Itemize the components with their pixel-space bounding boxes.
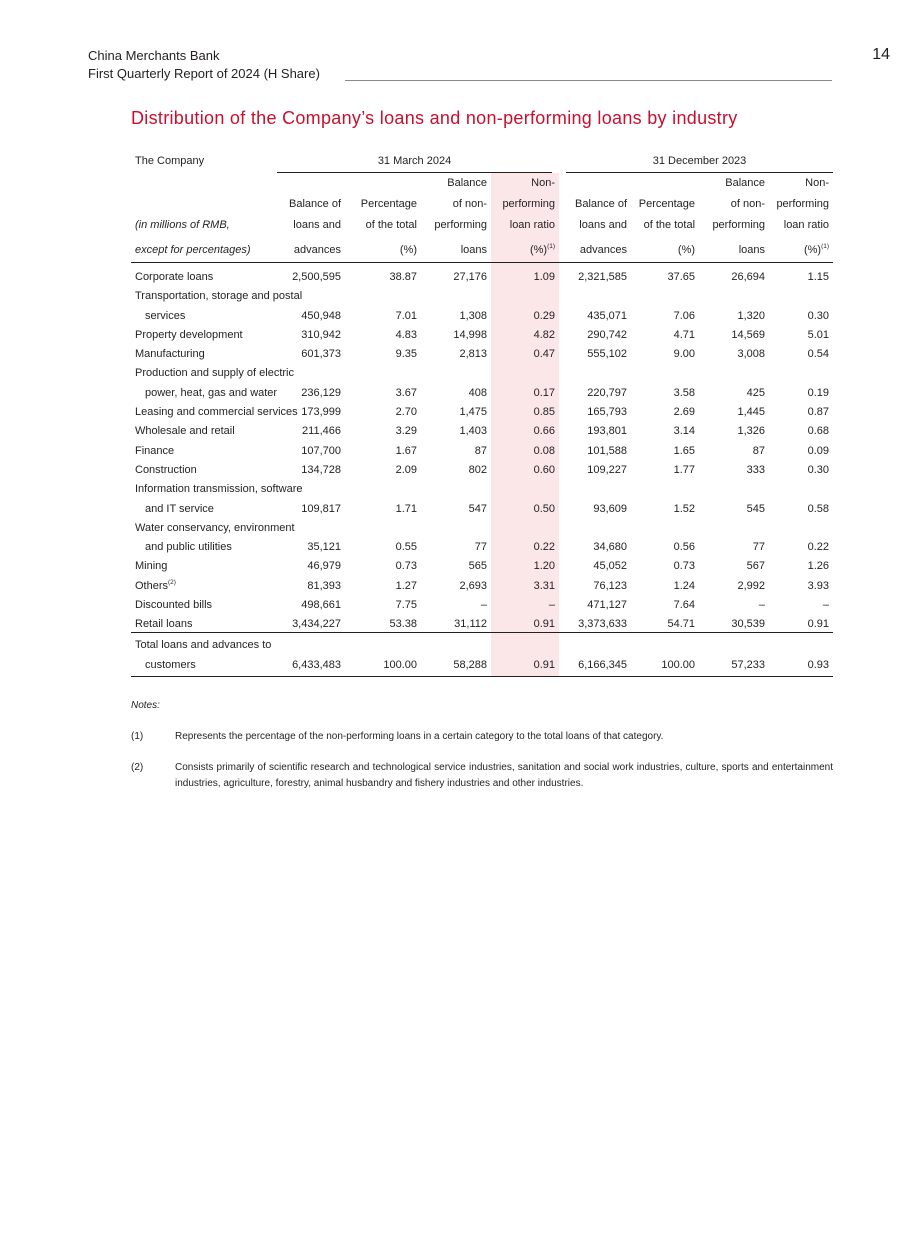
table-cell: 0.91 xyxy=(769,613,833,633)
empty-cell xyxy=(631,633,699,654)
table-cell: 1.27 xyxy=(395,579,417,592)
empty-cell xyxy=(491,362,559,381)
column-heading xyxy=(421,236,491,263)
table-cell: 547 xyxy=(468,502,487,515)
footnote-ref: (1) xyxy=(547,243,556,250)
column-heading-text: of the total xyxy=(643,219,696,231)
column-heading-text: advances xyxy=(293,244,341,256)
note-2 xyxy=(131,760,833,792)
column-heading xyxy=(769,194,833,215)
table-cell: 0.56 xyxy=(673,541,696,554)
row-label xyxy=(131,594,277,613)
total-cell: 100.00 xyxy=(345,653,421,677)
column-heading-text: Non- xyxy=(805,177,830,189)
column-heading-text: of non- xyxy=(452,198,487,210)
column-heading xyxy=(491,236,559,263)
table-cell: 1.52 xyxy=(673,502,696,515)
table-cell: 30,539 xyxy=(699,613,769,633)
table-cell: 565 xyxy=(468,560,487,573)
table-cell: 1,475 xyxy=(459,406,487,419)
row-label xyxy=(131,401,298,420)
table-cell: 1.26 xyxy=(807,560,830,573)
table-cell: 0.47 xyxy=(491,343,559,362)
table-cell: 0.09 xyxy=(807,444,830,457)
empty-cell xyxy=(699,285,769,304)
period-prior-heading: 31 December 2023 xyxy=(559,150,833,173)
column-heading xyxy=(769,215,833,236)
table-cell: 333 xyxy=(746,463,766,476)
empty-cell xyxy=(421,478,491,497)
column-heading-text: (%) xyxy=(529,244,548,256)
row-label-text: Mining xyxy=(135,560,168,573)
table-cell: 0.58 xyxy=(807,502,830,515)
column-heading xyxy=(491,173,559,195)
table-cell: 0.55 xyxy=(395,541,417,554)
table-cell: 1.09 xyxy=(491,263,559,286)
column-heading xyxy=(421,173,491,195)
column-heading-text: Percentage xyxy=(638,198,696,210)
column-heading-text: loans xyxy=(460,244,487,256)
empty-cell xyxy=(345,633,421,654)
column-heading xyxy=(631,173,699,195)
table-cell: 34,680 xyxy=(593,541,628,554)
unit-label: (in millions of RMB, xyxy=(135,219,230,231)
empty-cell xyxy=(345,285,421,304)
table-cell: 7.64 xyxy=(673,599,696,612)
table-cell: 46,979 xyxy=(307,560,341,573)
table-cell: 2.70 xyxy=(395,406,417,419)
table-cell: 53.38 xyxy=(345,613,421,633)
column-heading xyxy=(559,236,631,263)
table-cell: 1.20 xyxy=(491,555,559,574)
table-cell: 193,801 xyxy=(587,425,628,438)
row-label: Production and supply of electric xyxy=(135,367,294,380)
column-heading-text: Balance xyxy=(447,177,487,189)
table-cell: 1.15 xyxy=(807,271,830,283)
empty-cell xyxy=(631,517,699,536)
empty-cell xyxy=(491,285,559,304)
column-heading-text: loan ratio xyxy=(783,219,830,231)
column-heading-text: (%) xyxy=(677,244,696,256)
table-cell: 27,176 xyxy=(453,271,487,283)
column-heading xyxy=(631,215,699,236)
table-cell: 1,445 xyxy=(737,406,766,419)
note-1 xyxy=(131,729,833,745)
row-label: Information transmission, software xyxy=(135,483,303,496)
table-cell: 408 xyxy=(468,386,487,399)
table-cell: 0.30 xyxy=(807,309,830,322)
empty-cell xyxy=(345,362,421,381)
table-cell: 0.85 xyxy=(491,401,559,420)
row-label xyxy=(131,613,277,633)
table-cell: 211,466 xyxy=(302,425,341,438)
table-cell: 45,052 xyxy=(593,560,628,573)
table-cell: 0.22 xyxy=(491,536,559,555)
table-cell: 93,609 xyxy=(593,502,628,515)
table-cell: 220,797 xyxy=(587,386,628,399)
total-cell: 0.93 xyxy=(769,653,833,677)
column-heading-text: (%) xyxy=(399,244,417,256)
notes-heading: Notes: xyxy=(131,700,160,711)
row-label: Water conservancy, environment xyxy=(135,521,295,534)
column-heading xyxy=(421,194,491,215)
table-cell: 1.77 xyxy=(673,463,696,476)
table-cell: 0.50 xyxy=(491,497,559,516)
column-heading xyxy=(345,194,421,215)
table-cell: 0.17 xyxy=(491,381,559,400)
loans-table xyxy=(131,150,833,677)
table-cell: 0.08 xyxy=(491,439,559,458)
unit-label xyxy=(131,194,277,215)
column-heading xyxy=(491,194,559,215)
row-label xyxy=(131,304,277,323)
footnote-ref: (1) xyxy=(821,243,830,250)
table-cell: 14,569 xyxy=(731,328,766,341)
table-cell: 38.87 xyxy=(389,271,417,283)
table-cell: 77 xyxy=(752,541,766,554)
unit-label: except for percentages) xyxy=(131,236,277,263)
row-label xyxy=(131,381,277,400)
row-label-text: Leasing and commercial services xyxy=(135,406,298,419)
table-cell: 2,693 xyxy=(459,579,487,592)
empty-cell xyxy=(631,478,699,497)
empty-cell xyxy=(345,478,421,497)
column-heading xyxy=(631,194,699,215)
total-label: customers xyxy=(131,653,277,677)
column-heading xyxy=(769,173,833,195)
empty-cell xyxy=(769,478,833,497)
table-cell: 173,999 xyxy=(301,406,341,419)
column-heading xyxy=(559,194,631,215)
page-number: 14 xyxy=(872,46,890,63)
header-report-name: First Quarterly Report of 2024 (H Share) xyxy=(88,66,320,81)
table-cell: 0.73 xyxy=(395,560,417,573)
empty-cell xyxy=(559,633,631,654)
empty-cell xyxy=(631,362,699,381)
column-heading xyxy=(699,215,769,236)
table-cell: 3,434,227 xyxy=(277,613,345,633)
table-cell: 4.71 xyxy=(673,328,696,341)
column-heading xyxy=(277,236,345,263)
table-cell: 2,992 xyxy=(737,579,766,592)
table-cell: 3.14 xyxy=(673,425,696,438)
table-cell: 37.65 xyxy=(667,271,696,283)
table-cell: 3.31 xyxy=(491,574,559,593)
table-cell: 0.66 xyxy=(491,420,559,439)
table-cell: 107,700 xyxy=(301,444,341,457)
table-cell: 3,373,633 xyxy=(559,613,631,633)
table-cell: 0.30 xyxy=(807,463,830,476)
table-cell: 87 xyxy=(474,444,487,457)
table-cell: 0.87 xyxy=(807,406,830,419)
table-cell: 1.71 xyxy=(395,502,417,515)
table-cell: 498,661 xyxy=(301,599,341,612)
table-cell: 1,326 xyxy=(737,425,766,438)
empty-cell xyxy=(421,633,491,654)
table-cell: – xyxy=(491,594,559,613)
table-cell: 7.01 xyxy=(395,309,417,322)
row-label xyxy=(131,555,277,574)
column-heading xyxy=(277,215,345,236)
table-cell: 101,588 xyxy=(587,444,628,457)
column-heading-text: loan ratio xyxy=(509,219,556,231)
table-cell: 87 xyxy=(752,444,766,457)
table-cell: 450,948 xyxy=(301,309,341,322)
table-cell: 290,742 xyxy=(587,328,628,341)
header-bank-name: China Merchants Bank xyxy=(88,48,220,63)
table-cell: 9.00 xyxy=(673,348,696,361)
row-label-text: power, heat, gas and water xyxy=(145,386,278,399)
table-cell: 5.01 xyxy=(807,328,830,341)
row-label xyxy=(131,343,277,362)
table-cell: 0.68 xyxy=(807,425,830,438)
table-cell: 3,008 xyxy=(737,348,766,361)
row-label xyxy=(131,574,277,593)
total-cell: 57,233 xyxy=(699,653,769,677)
table-cell: 0.22 xyxy=(807,541,830,554)
table-cell: 3.29 xyxy=(395,425,417,438)
table-cell: 2.09 xyxy=(395,463,417,476)
note-2-text: Consists primarily of scientific research and technological service industries, sanitation and social work industries, culture, sports and entertainment industries, agriculture, forestry, animal husbandry and fishery industries and other industries. xyxy=(175,762,833,789)
column-heading xyxy=(491,215,559,236)
table-cell: 54.71 xyxy=(631,613,699,633)
empty-cell xyxy=(421,517,491,536)
empty-cell xyxy=(769,517,833,536)
row-label xyxy=(131,420,277,439)
table-cell: 471,127 xyxy=(587,599,628,612)
table-cell: 3.67 xyxy=(395,386,417,399)
table-cell: 1,308 xyxy=(459,309,487,322)
column-heading xyxy=(345,173,421,195)
table-cell: 0.19 xyxy=(807,386,830,399)
column-heading-text: of non- xyxy=(730,198,766,210)
column-heading xyxy=(559,173,631,195)
row-label-text: Manufacturing xyxy=(135,348,205,361)
column-heading-text: of the total xyxy=(365,219,417,231)
total-label: Total loans and advances to xyxy=(135,639,272,652)
footnote-ref: (2) xyxy=(168,578,176,586)
column-heading-text: Balance of xyxy=(575,198,628,210)
empty-cell xyxy=(345,517,421,536)
column-heading xyxy=(699,236,769,263)
row-label-text: Wholesale and retail xyxy=(135,425,235,438)
empty-cell xyxy=(559,362,631,381)
header-rule xyxy=(345,80,832,81)
table-cell: 77 xyxy=(474,541,487,554)
row-label-text: Corporate loans xyxy=(135,271,214,283)
column-heading-text: performing xyxy=(712,219,766,231)
column-heading-text: loans and xyxy=(293,219,341,231)
table-cell: 1,320 xyxy=(737,309,766,322)
table-cell: 545 xyxy=(746,502,766,515)
table-cell: 2,500,595 xyxy=(292,271,341,283)
table-cell: 0.29 xyxy=(491,304,559,323)
column-heading-text: Balance xyxy=(725,177,766,189)
table-cell: – xyxy=(480,599,487,612)
row-label xyxy=(131,536,277,555)
table-cell: 31,112 xyxy=(421,613,491,633)
empty-cell xyxy=(491,517,559,536)
table-cell: 26,694 xyxy=(731,271,766,283)
table-cell: 1,403 xyxy=(459,425,487,438)
table-cell: 4.82 xyxy=(491,324,559,343)
row-label-text: Property development xyxy=(135,328,243,341)
column-heading xyxy=(277,173,345,195)
table-cell: 2,813 xyxy=(459,348,487,361)
section-title: Distribution of the Company’s loans and non-performing loans by industry xyxy=(131,108,738,128)
table-cell: 802 xyxy=(468,463,487,476)
table-cell: 35,121 xyxy=(307,541,341,554)
note-1-text: Represents the percentage of the non-performing loans in a certain category to the total loans of that category. xyxy=(175,731,664,742)
table-cell: 425 xyxy=(746,386,766,399)
table-cell: 1.65 xyxy=(673,444,696,457)
table-cell: – xyxy=(758,599,766,612)
period-current-heading: 31 March 2024 xyxy=(277,150,559,173)
empty-cell xyxy=(699,478,769,497)
table-cell: 109,817 xyxy=(301,502,341,515)
table-cell: 0.54 xyxy=(807,348,830,361)
empty-cell xyxy=(769,633,833,654)
row-label xyxy=(131,263,277,286)
table-cell: 165,793 xyxy=(587,406,628,419)
column-heading xyxy=(699,173,769,195)
column-heading-text: performing xyxy=(776,198,830,210)
table-cell: 2.69 xyxy=(673,406,696,419)
empty-cell xyxy=(559,478,631,497)
table-cell: 14,998 xyxy=(453,328,487,341)
empty-cell xyxy=(491,478,559,497)
row-label-text: Finance xyxy=(135,444,175,457)
column-heading-text: advances xyxy=(579,244,628,256)
empty-cell xyxy=(699,362,769,381)
row-label-text: Retail loans xyxy=(135,618,193,631)
table-cell: 310,942 xyxy=(301,328,341,341)
table-cell: 76,123 xyxy=(593,579,628,592)
column-heading-text: performing xyxy=(434,219,487,231)
table-cell: 109,227 xyxy=(587,463,628,476)
empty-cell xyxy=(769,362,833,381)
column-heading xyxy=(699,194,769,215)
table-cell: 81,393 xyxy=(307,579,341,592)
table-cell: 1.24 xyxy=(673,579,696,592)
empty-cell xyxy=(491,633,559,654)
column-heading-text: loans xyxy=(738,244,766,256)
total-cell: 58,288 xyxy=(421,653,491,677)
table-cell: 0.73 xyxy=(673,560,696,573)
table-cell: 0.91 xyxy=(491,613,559,633)
row-label-text: Discounted bills xyxy=(135,599,213,612)
entity-label: The Company xyxy=(135,155,205,168)
table-cell: 7.75 xyxy=(395,599,417,612)
table-cell: 4.83 xyxy=(395,328,417,341)
empty-cell xyxy=(559,517,631,536)
empty-cell xyxy=(699,633,769,654)
column-heading-text: Non- xyxy=(531,177,556,189)
row-label: Transportation, storage and postal xyxy=(135,290,303,303)
row-label xyxy=(131,324,277,343)
column-heading xyxy=(345,236,421,263)
column-heading-text: Balance of xyxy=(289,198,341,210)
table-cell: 555,102 xyxy=(587,348,628,361)
unit-label xyxy=(131,173,277,195)
empty-cell xyxy=(769,285,833,304)
row-label-text: and IT service xyxy=(145,502,214,515)
row-label xyxy=(131,497,277,516)
total-cell: 6,166,345 xyxy=(559,653,631,677)
empty-cell xyxy=(421,285,491,304)
note-2-number: (2) xyxy=(131,762,144,773)
total-cell: 6,433,483 xyxy=(277,653,345,677)
table-cell: 601,373 xyxy=(301,348,341,361)
table-cell: – xyxy=(822,599,830,612)
table-cell: 0.60 xyxy=(491,459,559,478)
table-cell: 1.67 xyxy=(395,444,417,457)
column-heading-text: (%) xyxy=(803,244,822,256)
empty-cell xyxy=(699,517,769,536)
table-cell: 3.93 xyxy=(807,579,830,592)
empty-cell xyxy=(559,285,631,304)
empty-cell xyxy=(631,285,699,304)
table-cell: 2,321,585 xyxy=(578,271,628,283)
row-label xyxy=(131,439,277,458)
table-cell: 7.06 xyxy=(673,309,696,322)
column-heading xyxy=(345,215,421,236)
row-label-text: services xyxy=(145,309,186,322)
total-cell: 100.00 xyxy=(631,653,699,677)
table-cell: 567 xyxy=(746,560,766,573)
column-heading-text: loans and xyxy=(579,219,628,231)
column-heading xyxy=(631,236,699,263)
column-heading-text: Percentage xyxy=(360,198,417,210)
table-cell: 9.35 xyxy=(395,348,417,361)
empty-cell xyxy=(421,362,491,381)
table-cell: 236,129 xyxy=(301,386,341,399)
column-heading xyxy=(769,236,833,263)
row-label-text: and public utilities xyxy=(145,541,232,554)
row-label-text: Construction xyxy=(135,463,197,476)
column-heading xyxy=(559,215,631,236)
column-heading xyxy=(277,194,345,215)
table-cell: 435,071 xyxy=(587,309,628,322)
total-cell: 0.91 xyxy=(491,653,559,677)
table-cell: 134,728 xyxy=(301,463,341,476)
column-heading xyxy=(421,215,491,236)
row-label-text: Others xyxy=(135,579,169,592)
column-heading-text: performing xyxy=(502,198,556,210)
empty-cell xyxy=(277,633,345,654)
table-cell: 3.58 xyxy=(673,386,696,399)
row-label xyxy=(131,459,277,478)
note-1-number: (1) xyxy=(131,731,144,742)
